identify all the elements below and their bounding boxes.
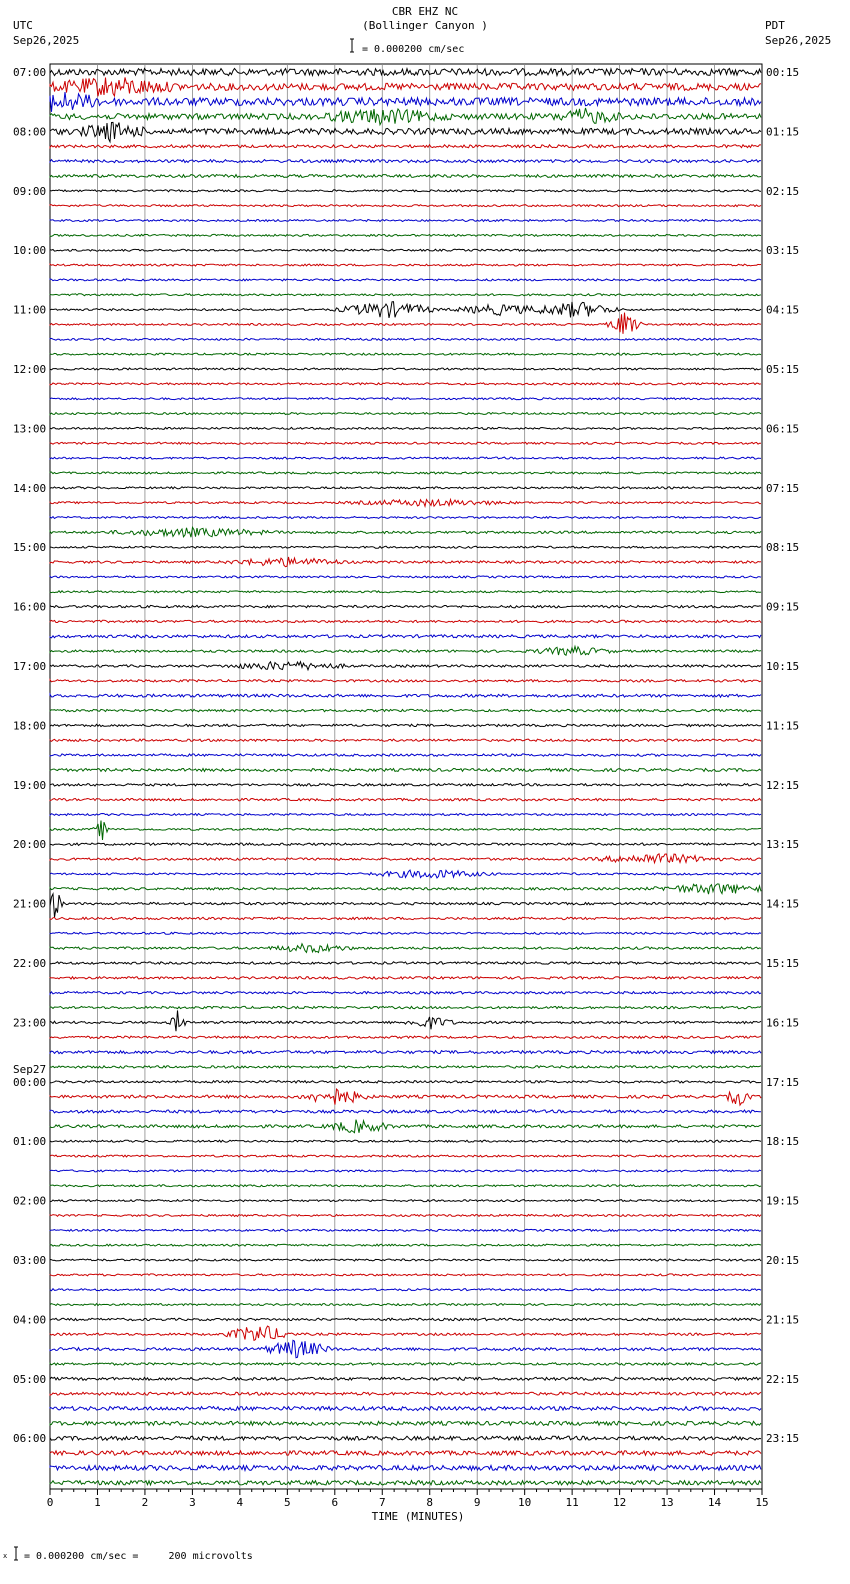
footer-scale-icon [3,1545,23,1561]
seismic-trace [50,709,761,711]
seismic-trace [50,108,761,125]
seismic-trace [50,1481,761,1485]
seismic-trace [50,546,761,548]
pdt-hour-label: 01:15 [766,125,800,139]
seismic-trace [50,1089,761,1105]
seismic-trace [50,1318,761,1320]
seismic-trace [50,724,761,726]
seismic-trace [50,843,761,845]
utc-hour-label: 05:00 [13,1372,47,1386]
pdt-hour-label: 23:15 [766,1432,800,1446]
seismic-trace [50,784,761,786]
seismic-trace [50,1215,761,1217]
utc-hour-label: 00:00 [13,1075,47,1089]
seismic-trace [50,1274,761,1276]
utc-hour-label: 22:00 [13,957,47,970]
seismic-trace [50,662,761,670]
pdt-hour-label: 19:15 [766,1194,800,1208]
utc-hour-label: 21:00 [13,897,47,911]
utc-hour-label: 18:00 [13,719,47,733]
utc-hour-label: 02:00 [13,1194,47,1208]
scale-label: = 0.000200 cm/sec [362,44,465,55]
utc-hour-label: 07:00 [13,66,47,79]
seismic-trace [50,1155,761,1157]
pdt-hour-label: 07:15 [766,481,800,495]
seismic-trace [50,1377,761,1380]
seismic-trace [50,353,761,355]
pdt-hour-label: 05:15 [766,363,800,376]
pdt-hour-label: 15:15 [766,957,800,970]
pdt-hour-label: 11:15 [766,719,800,733]
seismic-trace [50,205,761,207]
pdt-hour-label: 04:15 [766,303,800,317]
utc-hour-label: 13:00 [13,422,47,436]
x-tick-label: 5 [284,1496,291,1509]
pdt-hour-label: 16:15 [766,1016,800,1030]
seismic-trace [50,557,761,567]
seismic-trace [50,646,761,655]
seismic-trace [50,884,761,894]
x-tick-label: 11 [565,1496,579,1509]
utc-hour-label: 06:00 [13,1432,47,1446]
seismic-trace [50,769,761,772]
seismic-trace [50,694,761,697]
seismic-trace [50,932,761,934]
seismic-trace [50,1185,761,1187]
x-tick-label: 10 [518,1496,532,1509]
utc-hour-label: 01:00 [13,1135,47,1149]
seismic-trace [50,1066,761,1068]
seismic-trace [50,472,761,474]
pdt-hour-label: 17:15 [766,1075,800,1089]
seismic-trace [50,442,761,444]
seismic-trace [50,264,761,266]
seismic-trace [50,814,761,816]
time-grid [50,64,762,1495]
seismic-trace [50,383,761,385]
seismic-trace [50,1200,761,1202]
x-tick-label: 0 [46,1496,54,1509]
seismic-trace [50,1340,761,1357]
pdt-hour-label: 14:15 [766,897,800,911]
pdt-hour-label: 09:15 [766,600,800,614]
seismic-trace [50,175,761,178]
seismic-trace [50,190,761,192]
seismic-trace [50,635,761,638]
seismic-trace [50,605,761,607]
date-change-label: Sep27 [13,1062,47,1076]
pdt-hour-label: 20:15 [766,1254,800,1267]
seismic-trace [50,680,761,682]
seismic-trace [50,1229,761,1231]
seismic-trace [50,1421,761,1425]
seismic-trace [50,249,761,251]
pdt-hour-label: 00:15 [766,66,800,79]
x-tick-label: 9 [473,1496,481,1509]
utc-hour-label: 14:00 [13,481,47,495]
seismic-trace [50,821,761,840]
seismic-trace [50,754,761,756]
seismic-trace [50,854,761,863]
utc-hour-label: 10:00 [13,244,47,258]
seismic-trace [50,313,761,334]
seismic-trace [50,122,761,141]
pdt-hour-label: 21:15 [766,1313,800,1327]
pdt-hour-label: 22:15 [766,1372,800,1386]
seismic-trace [50,1120,761,1133]
seismic-trace [50,1010,761,1031]
seismic-trace [50,234,761,236]
seismic-trace [50,487,761,489]
station-location: (Bollinger Canyon ) [362,19,488,32]
x-tick-label: 1 [94,1496,101,1509]
seismic-trace [50,69,761,76]
seismic-trace [50,1110,761,1113]
trace-group [50,69,761,1485]
pdt-hour-label: 18:15 [766,1135,800,1149]
seismic-trace [50,1140,761,1142]
utc-hour-label: 03:00 [13,1254,47,1267]
seismic-trace [50,620,761,622]
utc-hour-label: 09:00 [13,184,47,198]
x-tick-label: 13 [660,1496,674,1509]
seismic-trace [50,527,761,537]
pdt-hour-label: 06:15 [766,422,800,436]
seismic-trace [50,1259,761,1261]
utc-hour-label: 23:00 [13,1016,47,1030]
seismic-trace [50,302,761,318]
seismic-trace [50,1170,761,1172]
seismic-trace [50,1006,761,1008]
svg-text:x: x [3,1552,8,1560]
seismic-trace [50,576,761,578]
left-timezone: UTC [13,19,33,32]
right-timezone: PDT [765,19,785,32]
seismic-trace [50,1392,761,1395]
seismic-trace [50,1304,761,1306]
seismic-trace [50,413,761,415]
seismic-trace [50,739,761,741]
x-tick-label: 12 [612,1496,627,1509]
seismic-trace [50,894,761,918]
utc-hour-label: 19:00 [13,778,47,792]
utc-hour-label: 20:00 [13,838,47,852]
seismic-trace [50,1436,761,1440]
x-tick-label: 4 [236,1496,244,1509]
seismic-trace [50,870,761,878]
seismic-trace [50,77,761,96]
pdt-hour-label: 10:15 [766,660,800,673]
pdt-hour-label: 03:15 [766,244,800,258]
pdt-hour-label: 08:15 [766,541,800,555]
x-axis-title: TIME (MINUTES) [371,1510,465,1523]
x-tick-label: 15 [755,1496,769,1509]
seismic-trace [50,457,761,459]
left-date: Sep26,2025 [13,34,80,47]
seismic-trace [50,517,761,519]
x-tick-label: 7 [378,1496,386,1509]
pdt-hour-label: 12:15 [766,778,800,792]
utc-hour-label: 08:00 [13,125,47,139]
seismic-trace [50,338,761,340]
utc-hour-label: 12:00 [13,363,47,376]
axis-labels [13,66,799,1509]
seismic-trace [50,160,761,163]
seismic-trace [50,1036,761,1038]
seismic-trace [50,1465,761,1470]
seismic-trace [50,1451,761,1455]
seismic-trace [50,977,761,979]
seismic-trace [50,1289,761,1291]
station-title: CBR EHZ NC [391,5,459,18]
pdt-hour-label: 02:15 [766,184,800,198]
seismic-trace [50,427,761,429]
seismic-trace [50,1407,761,1411]
footer-scale-label: = 0.000200 cm/sec = 200 microvolts [24,1551,253,1562]
seismic-trace [50,591,761,593]
seismic-trace [50,917,761,919]
seismic-trace [50,992,761,994]
utc-hour-label: 16:00 [13,600,47,614]
seismic-trace [50,500,761,507]
seismic-trace [50,92,761,112]
seismic-trace [50,1051,761,1054]
seismic-trace [50,220,761,222]
seismic-trace [50,398,761,400]
utc-hour-label: 15:00 [13,541,47,555]
seismic-trace [50,1244,761,1246]
right-date: Sep26,2025 [765,34,832,47]
x-tick-label: 6 [331,1496,339,1509]
seismic-trace [50,944,761,953]
seismic-trace [50,962,761,964]
seismic-trace [50,145,761,148]
x-tick-label: 8 [426,1496,434,1509]
x-tick-label: 2 [141,1496,149,1509]
utc-hour-label: 11:00 [13,303,47,317]
utc-hour-label: 04:00 [13,1313,47,1327]
seismic-trace [50,799,761,801]
seismic-trace [50,1363,761,1365]
seismic-trace [50,279,761,281]
seismic-trace [50,1326,761,1340]
x-tick-label: 14 [707,1496,722,1509]
pdt-hour-label: 13:15 [766,838,800,852]
seismic-trace [50,294,761,296]
seismic-trace [50,1081,761,1083]
utc-hour-label: 17:00 [13,660,47,673]
seismic-trace [50,368,761,370]
x-tick-label: 3 [189,1496,196,1509]
